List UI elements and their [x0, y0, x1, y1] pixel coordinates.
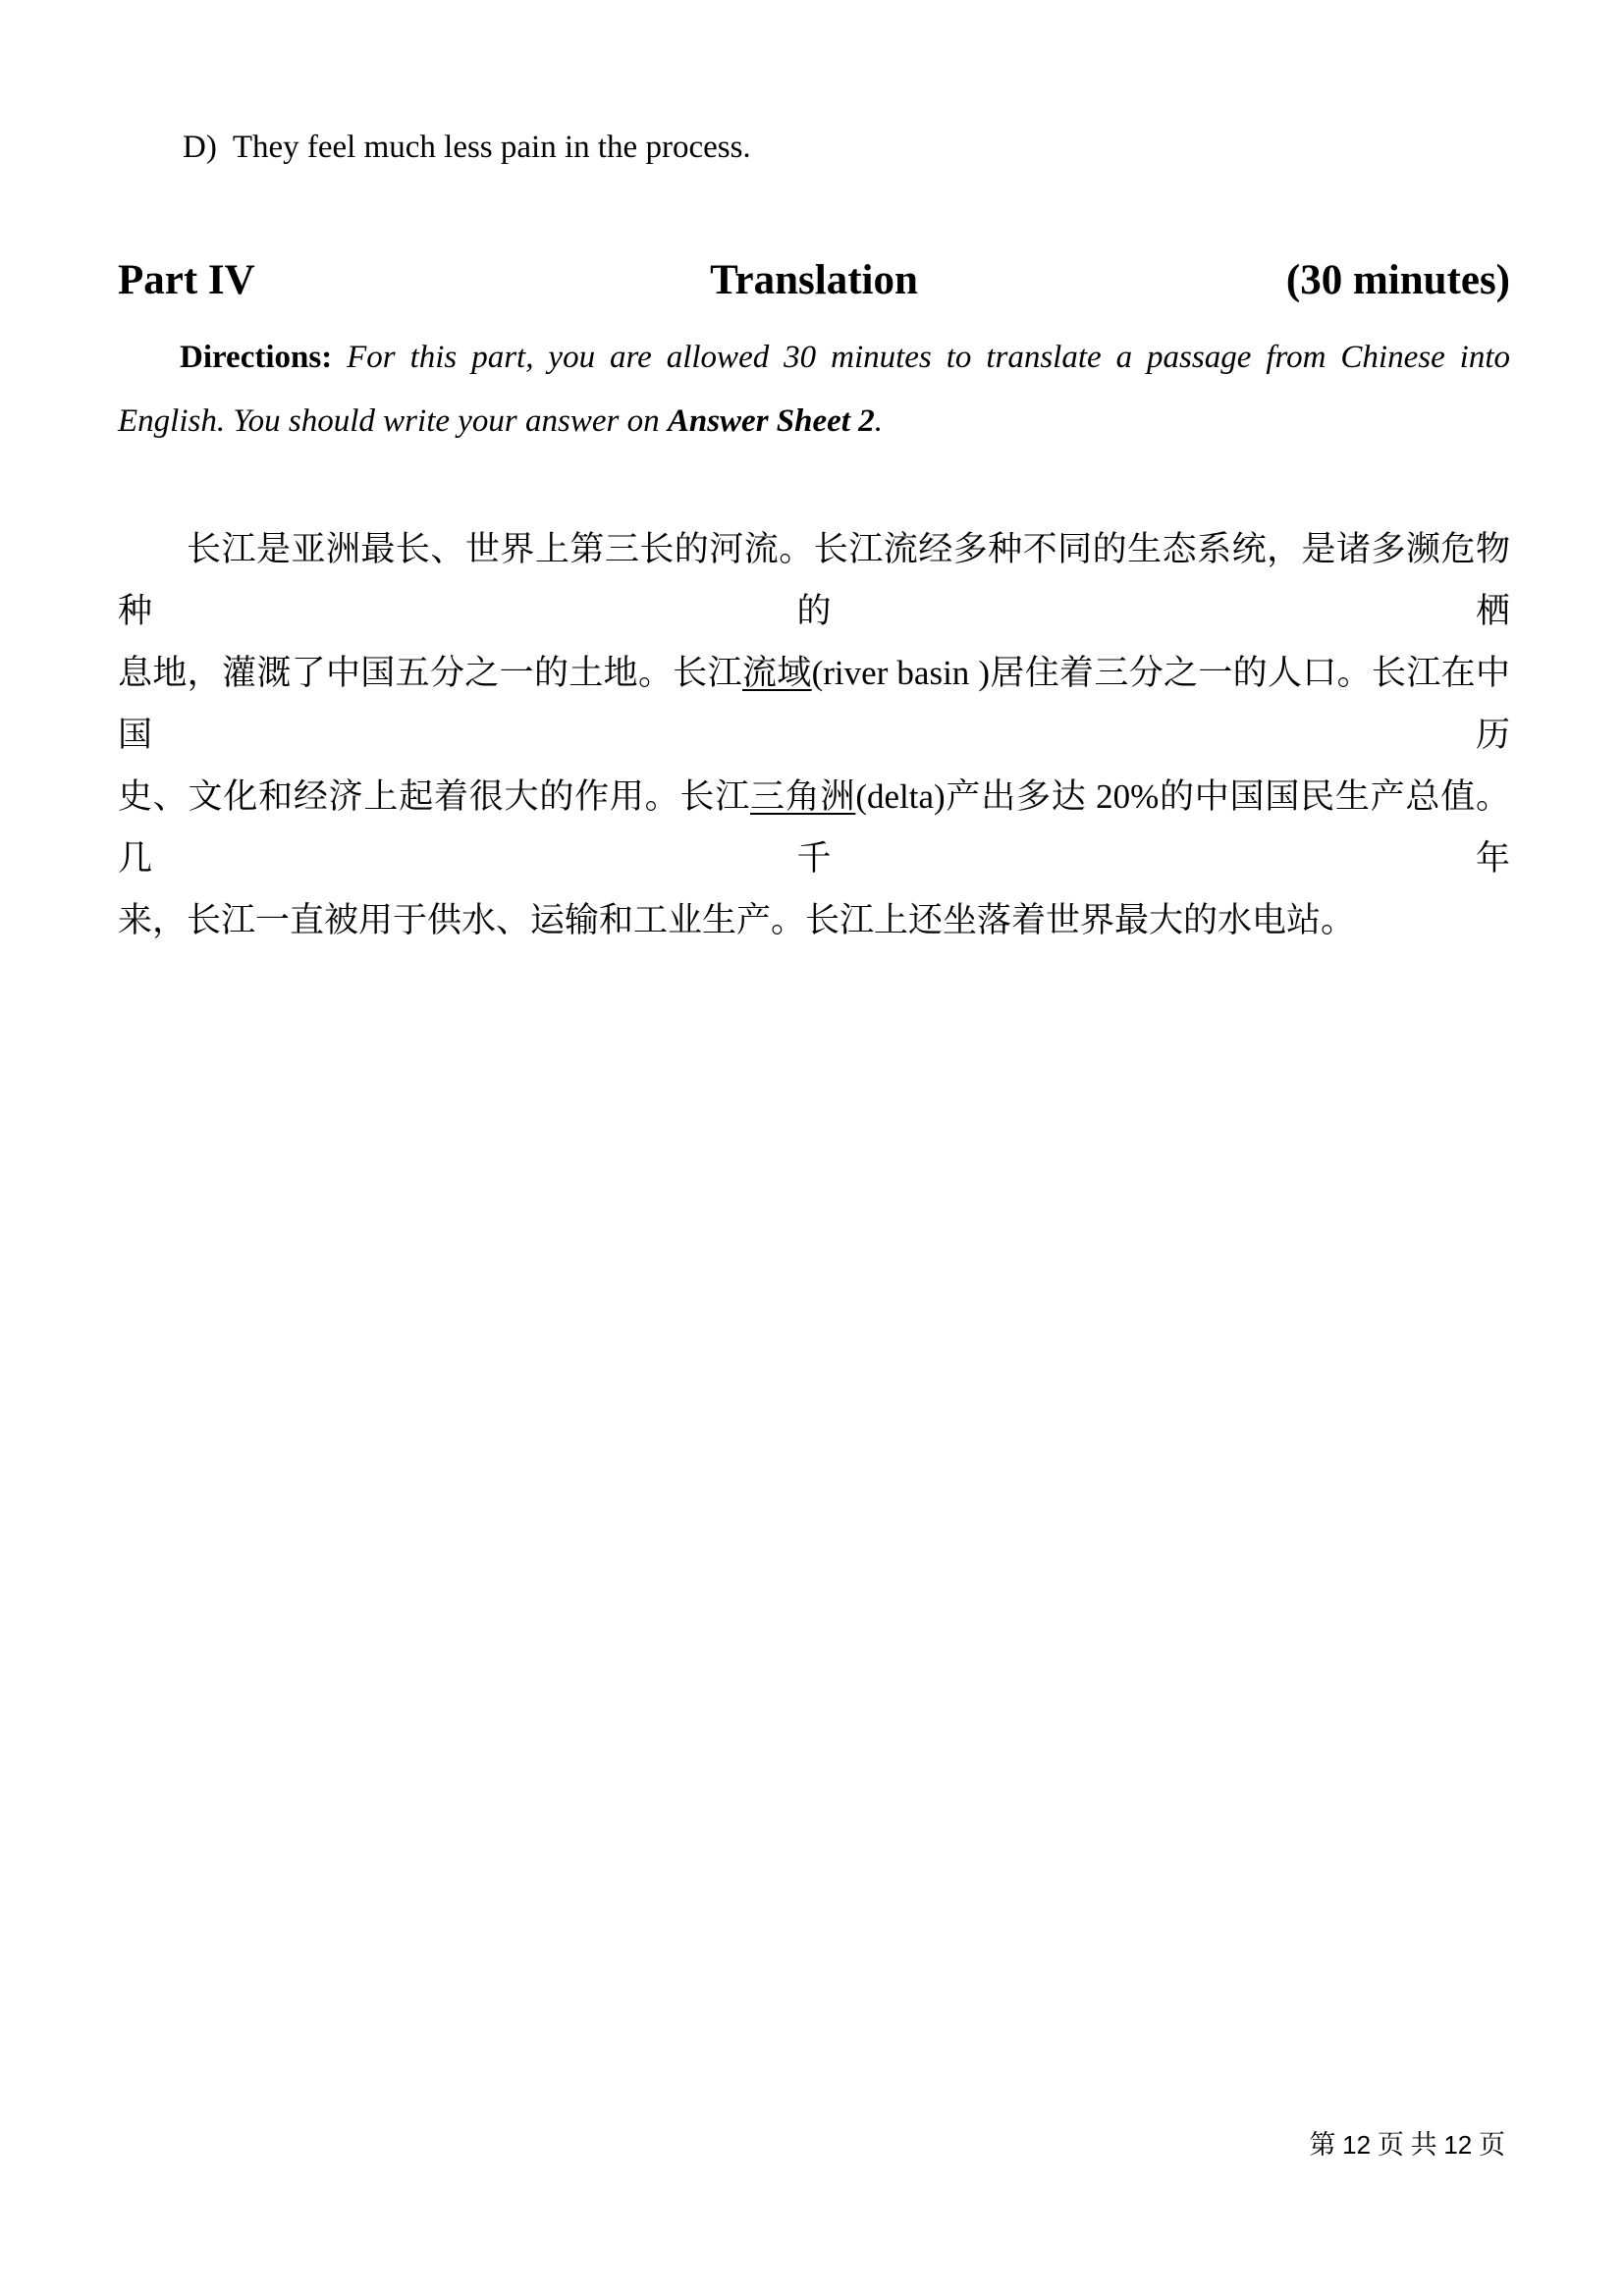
- directions-paragraph: [118, 326, 1510, 454]
- passage-line-3-text: 史、文化和经济上起着很大的作用。长江: [118, 777, 750, 816]
- translation-passage: [118, 518, 1510, 951]
- passage-line-3-rest: (delta)产出多达 20%的中国国民生产总值。几千年: [118, 777, 1510, 878]
- passage-line-2-rest: (river basin )居住着三分之一的人口。长江在中国历: [118, 654, 1510, 754]
- section-duration: (30 minutes): [1285, 257, 1510, 303]
- directions-line-2: [118, 390, 1510, 454]
- directions-text-2: English. You should write your answer on: [118, 403, 668, 439]
- option-d-line: [183, 128, 751, 167]
- directions-line-1: [118, 326, 1510, 390]
- underlined-term-delta: 三角洲: [749, 777, 856, 816]
- page-footer: [1309, 2125, 1505, 2164]
- part-number: Part IV: [118, 257, 255, 303]
- passage-line-2: [118, 642, 1510, 766]
- directions-text-1: For this part, you are allowed 30 minutes to translate a passage from Chinese into: [347, 340, 1510, 375]
- directions-label: Directions:: [180, 340, 333, 375]
- passage-line-2-text: 息地，灌溉了中国五分之一的土地。长江: [118, 654, 742, 692]
- passage-line-4: 来，长江一直被用于供水、运输和工业生产。长江上还坐落着世界最大的水电站。: [118, 901, 1356, 939]
- answer-sheet-reference: Answer Sheet 2: [667, 403, 875, 439]
- footer-page-number: 12: [1342, 2130, 1372, 2160]
- footer-total-pages: 12: [1443, 2130, 1473, 2160]
- footer-prefix: 第: [1309, 2130, 1336, 2160]
- directions-text-3: .: [874, 403, 883, 439]
- option-d-label: D): [183, 130, 217, 165]
- part-heading: [118, 256, 1510, 305]
- passage-line-3: [118, 766, 1510, 889]
- passage-line-1: 长江是亚洲最长、世界上第三长的河流。长江流经多种不同的生态系统，是诸多濒危物种的栖: [118, 530, 1510, 630]
- footer-suffix: 页: [1479, 2130, 1505, 2160]
- section-title: Translation: [710, 257, 918, 303]
- underlined-term-river-basin: 流域: [741, 654, 812, 692]
- footer-middle: 页 共: [1377, 2130, 1437, 2160]
- option-d-text: They feel much less pain in the process.: [232, 130, 751, 165]
